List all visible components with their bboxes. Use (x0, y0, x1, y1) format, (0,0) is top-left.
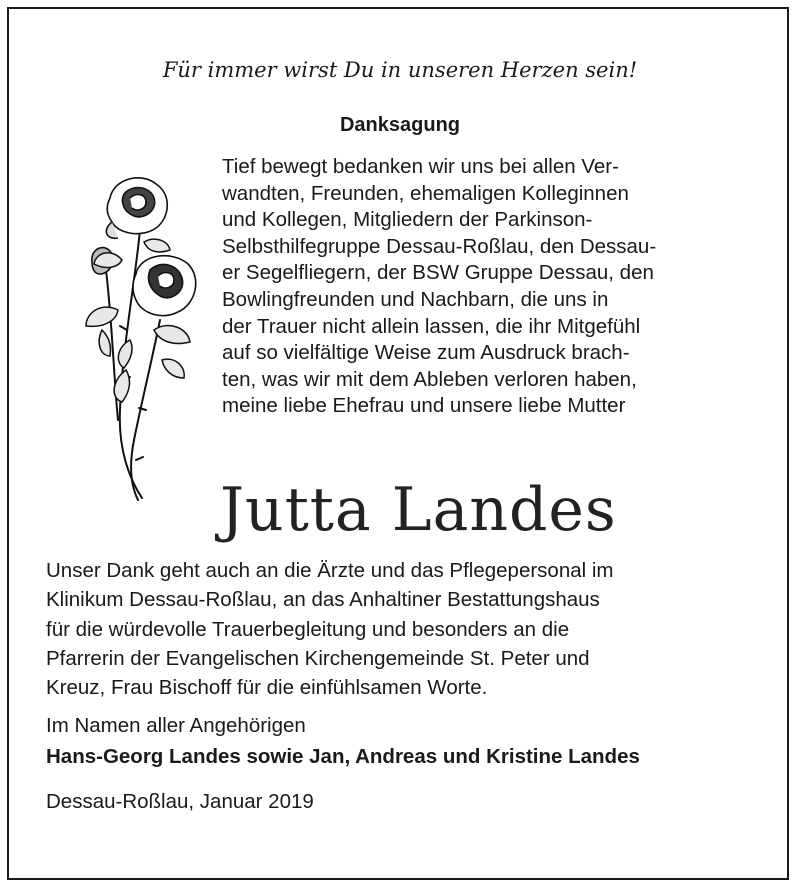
on-behalf-text: Im Namen aller Angehörigen (46, 714, 306, 737)
intro-line: auf so vielfältige Weise zum Ausdruck brach- (222, 341, 630, 365)
rose-illustration (72, 170, 212, 505)
intro-line: und Kollegen, Mitgliedern der Parkinson- (222, 208, 593, 232)
signers: Hans-Georg Landes sowie Jan, Andreas und Kristine Landes (46, 745, 640, 768)
thanks-line: Pfarrerin der Evangelischen Kirchengemeinde St. Peter und (46, 646, 590, 670)
intro-line: der Trauer nicht allein lassen, die ihr Mitgefühl (222, 314, 641, 338)
intro-line: er Segelfliegern, der BSW Gruppe Dessau, den (222, 261, 654, 285)
place-date: Dessau-Roßlau, Januar 2019 (46, 790, 314, 813)
thanks-text (46, 556, 766, 702)
intro-line: ten, was wir mit dem Ableben verloren haben, (222, 367, 637, 391)
deceased-name: Jutta Landes (220, 475, 617, 545)
thanks-line: Kreuz, Frau Bischoff für die einfühlsamen Worte. (46, 676, 488, 700)
thanks-line: Klinikum Dessau-Roßlau, an das Anhaltiner Bestattungshaus (46, 588, 600, 612)
thanks-line: Unser Dank geht auch an die Ärzte und das Pflegepersonal im (46, 559, 614, 582)
thanks-line: für die würdevolle Trauerbegleitung und besonders an die (46, 617, 570, 641)
intro-text (222, 154, 762, 420)
intro-line: meine liebe Ehefrau und unsere liebe Mutter (222, 394, 626, 418)
intro-line: Selbsthilfegruppe Dessau-Roßlau, den Dessau- (222, 234, 657, 258)
intro-line: Tief bewegt bedanken wir uns bei allen Ver- (222, 155, 619, 178)
motto: Für immer wirst Du in unseren Herzen sein! (162, 58, 638, 82)
intro-line: wandten, Freunden, ehemaligen Kolleginnen (222, 181, 629, 205)
intro-line: Bowlingfreunden und Nachbarn, die uns in (222, 287, 609, 311)
heading-danksagung: Danksagung (339, 114, 461, 136)
